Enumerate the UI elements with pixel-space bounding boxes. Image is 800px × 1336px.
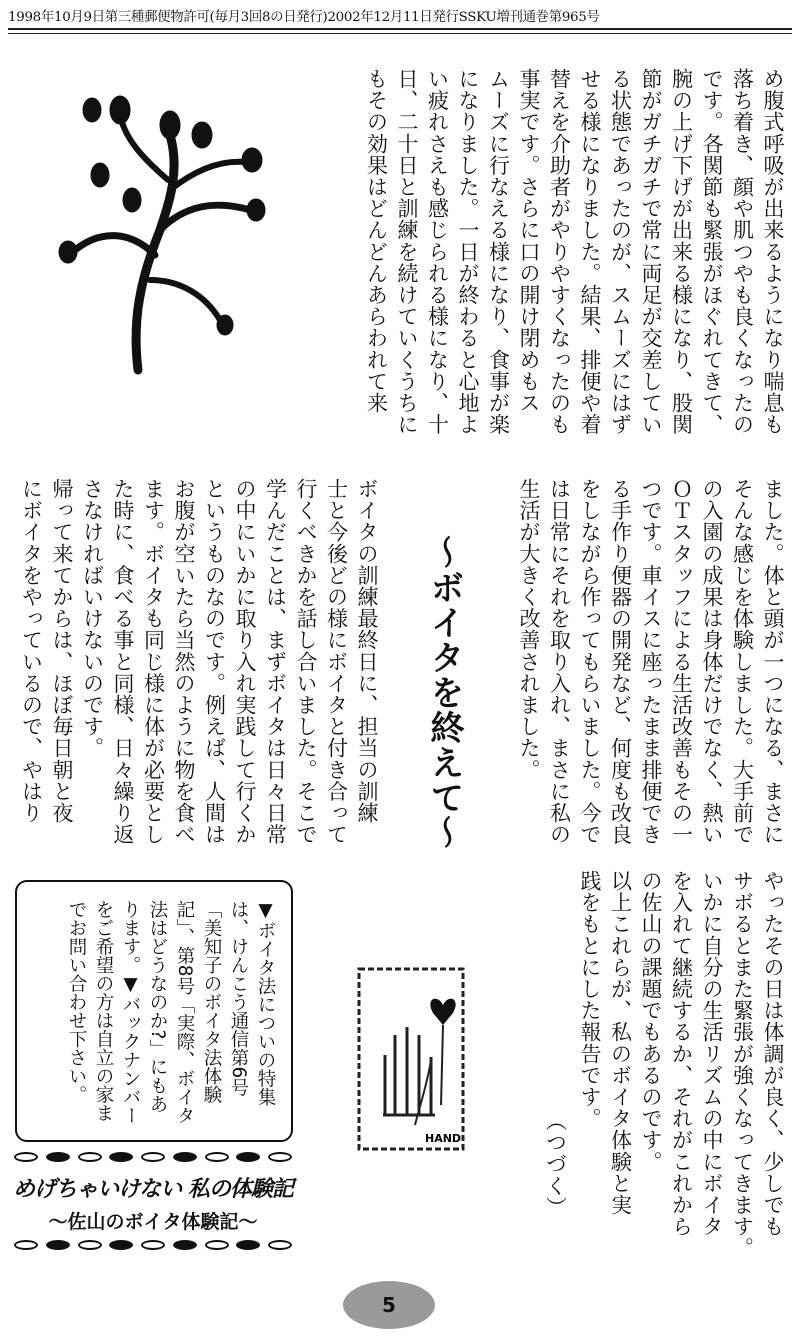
- column: 帰って来てからは、ほぼ毎日朝と夜: [50, 478, 74, 824]
- notice-line: は、けんこう通信第6号: [228, 900, 249, 1097]
- notice-text: [63, 900, 279, 1128]
- header-line: 1998年10月9日第三種郵便物許可(毎月3回8の日発行)2002年12月11日発行SSKU増刊通巻第965号: [8, 10, 600, 25]
- top-article: [332, 68, 788, 468]
- column: ました。体と頭が一つになる、まさに: [761, 478, 785, 846]
- notice-line: ▼ボイタ法についの特集: [255, 900, 276, 1106]
- column: せる様になりました。結果、排便や着: [578, 68, 602, 436]
- column: もその効果はどんどんあらわれて来: [364, 68, 389, 414]
- dot-border-bottom: [14, 1240, 292, 1254]
- column: め腹式呼吸が出来るようになり喘息も: [761, 68, 785, 436]
- column: 替えを介助者がやりやすくなったのも: [547, 68, 572, 436]
- notice-box: [15, 880, 293, 1142]
- page-number-badge: [340, 1275, 438, 1333]
- drawing-label: HAND: [425, 1132, 462, 1145]
- corner-title: めげちゃいけない 私の体験記: [13, 1177, 293, 1202]
- column: の入園の成果は身体だけでなく、熱い: [700, 478, 724, 846]
- column: つです。車イスに座ったまま排便でき: [639, 478, 663, 846]
- hand-drawing: [355, 965, 470, 1155]
- column: る手作り便器の開発など、何度も改良: [608, 478, 633, 846]
- page-number: 5: [382, 1293, 396, 1317]
- column: ます。ボイタも同じ様に体が必要とし: [141, 478, 166, 846]
- notice-line: 法はどうなのか?」にもあ: [147, 900, 168, 1114]
- column: 士と今後どの様にボイタと付き合って: [324, 478, 349, 846]
- corner-subtitle: 〜佐山のボイタ体験記〜: [48, 1211, 258, 1233]
- column: 節がガチガチで常に両足が交差してい: [639, 68, 663, 436]
- notice-line: ります。▼バックナンバー: [120, 900, 141, 1125]
- column: ムーズに行なえる様になり、食事が楽: [486, 68, 511, 436]
- middle-article: [510, 478, 788, 858]
- column: 学んだことは、まずボイタは日々日常: [263, 478, 288, 846]
- column: ＯＴスタッフによる生活改善もその一: [669, 478, 694, 846]
- column: 践をもとにした報告です。: [578, 870, 602, 1130]
- column: そんな感じを体験しました。大手前で: [730, 478, 755, 846]
- header-rule-2: [8, 33, 792, 34]
- notice-line: 「美知子のボイタ法体験: [201, 900, 222, 1104]
- notice-line: 記」、第8号「実際、ボイタ: [174, 900, 195, 1125]
- column: いかに自分の生活リズムの中にボイタ: [700, 870, 724, 1238]
- header-rule: [8, 28, 792, 30]
- column: サボるとまた緊張が強くなってきます。: [730, 870, 755, 1259]
- section-title: 〜ボイタを終えて〜: [424, 535, 464, 850]
- corner-banner: [12, 1152, 294, 1254]
- column: い疲れさえも感じられる様になり、十: [425, 68, 450, 436]
- column: さなければいけないのです。: [80, 478, 105, 759]
- dot-border-top: [14, 1152, 292, 1166]
- bottom-right-article: [575, 870, 788, 1290]
- column: ボイタの訓練最終日に、担当の訓練: [355, 478, 379, 824]
- column: にボイタをやっているので、やはり: [19, 478, 44, 824]
- column: というものなのです。例えば、人間は: [202, 478, 227, 846]
- continued-label: （つづく）: [543, 1110, 568, 1218]
- column: の佐山の課題でもあるのです。: [639, 870, 663, 1173]
- left-article: [12, 478, 382, 858]
- plant-illustration: [20, 80, 310, 380]
- column: お腹が空いたら当然のように物を食べ: [172, 478, 196, 846]
- column: 生活が大きく改善されました。: [517, 478, 541, 781]
- column: を入れて継続するか、それがこれから: [669, 870, 694, 1238]
- column: になりました。一日が終わると心地よ: [456, 68, 480, 436]
- column: をしながら作ってもらいました。今で: [578, 478, 602, 846]
- column: やったその日は体調が良く、少しでも: [761, 870, 785, 1238]
- column: 事実です。さらに口の開け閉めもス: [517, 68, 541, 414]
- column: 以上これらが、私のボイタ体験と実: [608, 870, 633, 1216]
- column: 腕の上げ下げが出来る様になり、股関: [669, 68, 694, 436]
- column: る状態であったのが、スムーズにはず: [608, 68, 633, 436]
- column: です。各関節も緊張がほぐれてきて、: [700, 68, 724, 436]
- column: 行くべきかを話し合いました。そこで: [294, 478, 318, 846]
- column: の中にいかに取り入れ実践して行くか: [233, 478, 257, 846]
- column: は日常にそれを取り入れ、まさに私の: [547, 478, 572, 846]
- column: 落ち着き、顔や肌つやも良くなったの: [730, 68, 755, 436]
- notice-line: でお問い合わせ下さい。: [66, 900, 87, 1104]
- column: た時に、食べる事と同様、日々繰り返: [111, 478, 135, 846]
- column: 日、二十日と訓練を続けていくうちに: [395, 68, 419, 436]
- notice-line: をご希望の方は自立の家ま: [93, 900, 114, 1122]
